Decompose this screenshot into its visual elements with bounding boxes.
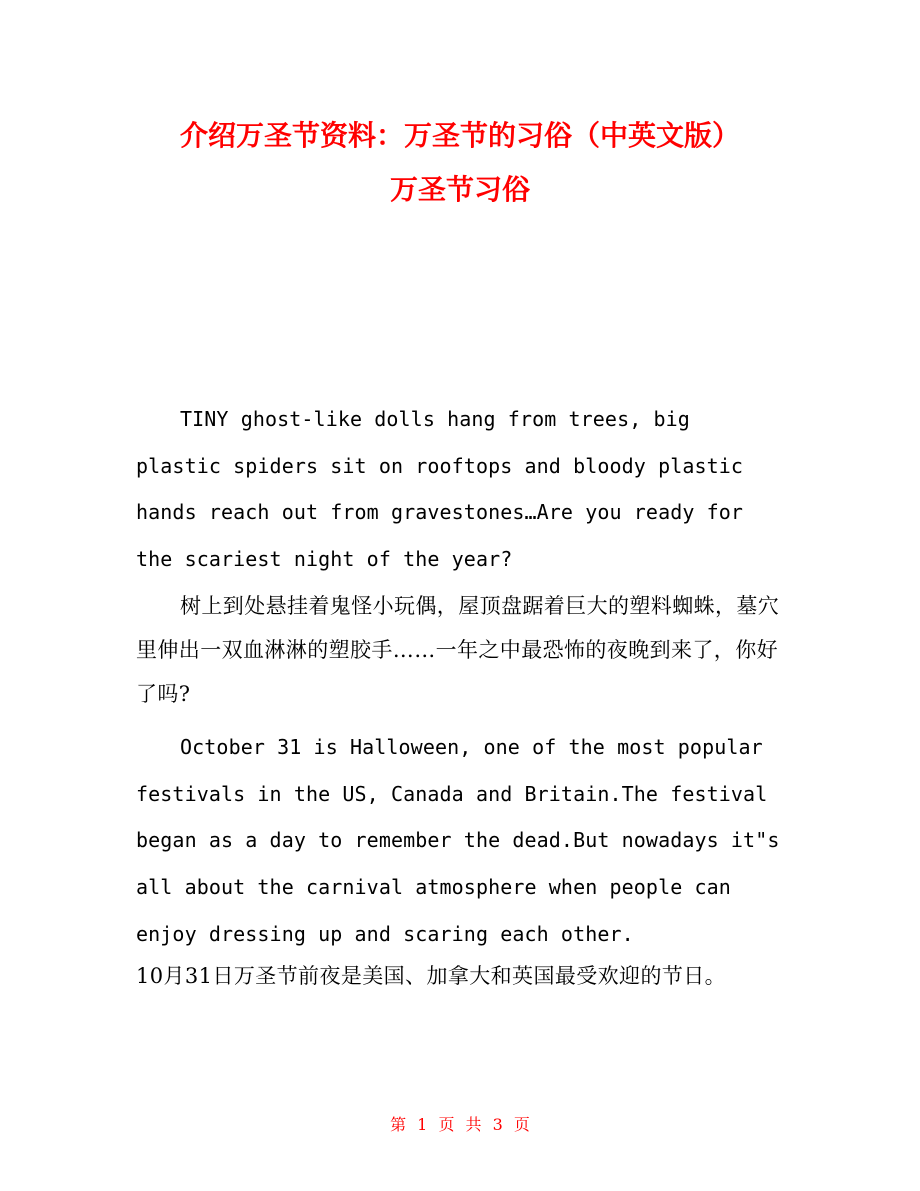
paragraph-english-intro: TINY ghost-like dolls hang from trees, big plastic spiders sit on rooftops and bloody plastic hands reach out from gravestones…Are you ready for the scariest night of the year? (136, 407, 744, 572)
paragraph-english-october: October 31 is Halloween, one of the most popular festivals in the US, Canada and Britain.The festival began as a day to remember the dead.But nowadays it"s all about the carnival atmosphere when people can enjoy dressing up and scaring each other. (136, 735, 780, 946)
document-title-line-1: 介绍万圣节资料：万圣节的习俗（中英文版） (179, 119, 740, 152)
page-footer: 第 1 页 共 3 页 (390, 1115, 530, 1134)
document-title-line-2: 万圣节习俗 (389, 173, 530, 206)
paragraph-chinese-october: 10月31日万圣节前夜是美国、加拿大和英国最受欢迎的节日。 (136, 964, 727, 988)
paragraph-chinese-intro: 树上到处悬挂着鬼怪小玩偶，屋顶盘踞着巨大的塑料蜘蛛，墓穴里伸出一双血淋淋的塑胶手……一年之中最恐怖的夜晚到来了，你好了吗? (136, 594, 780, 706)
